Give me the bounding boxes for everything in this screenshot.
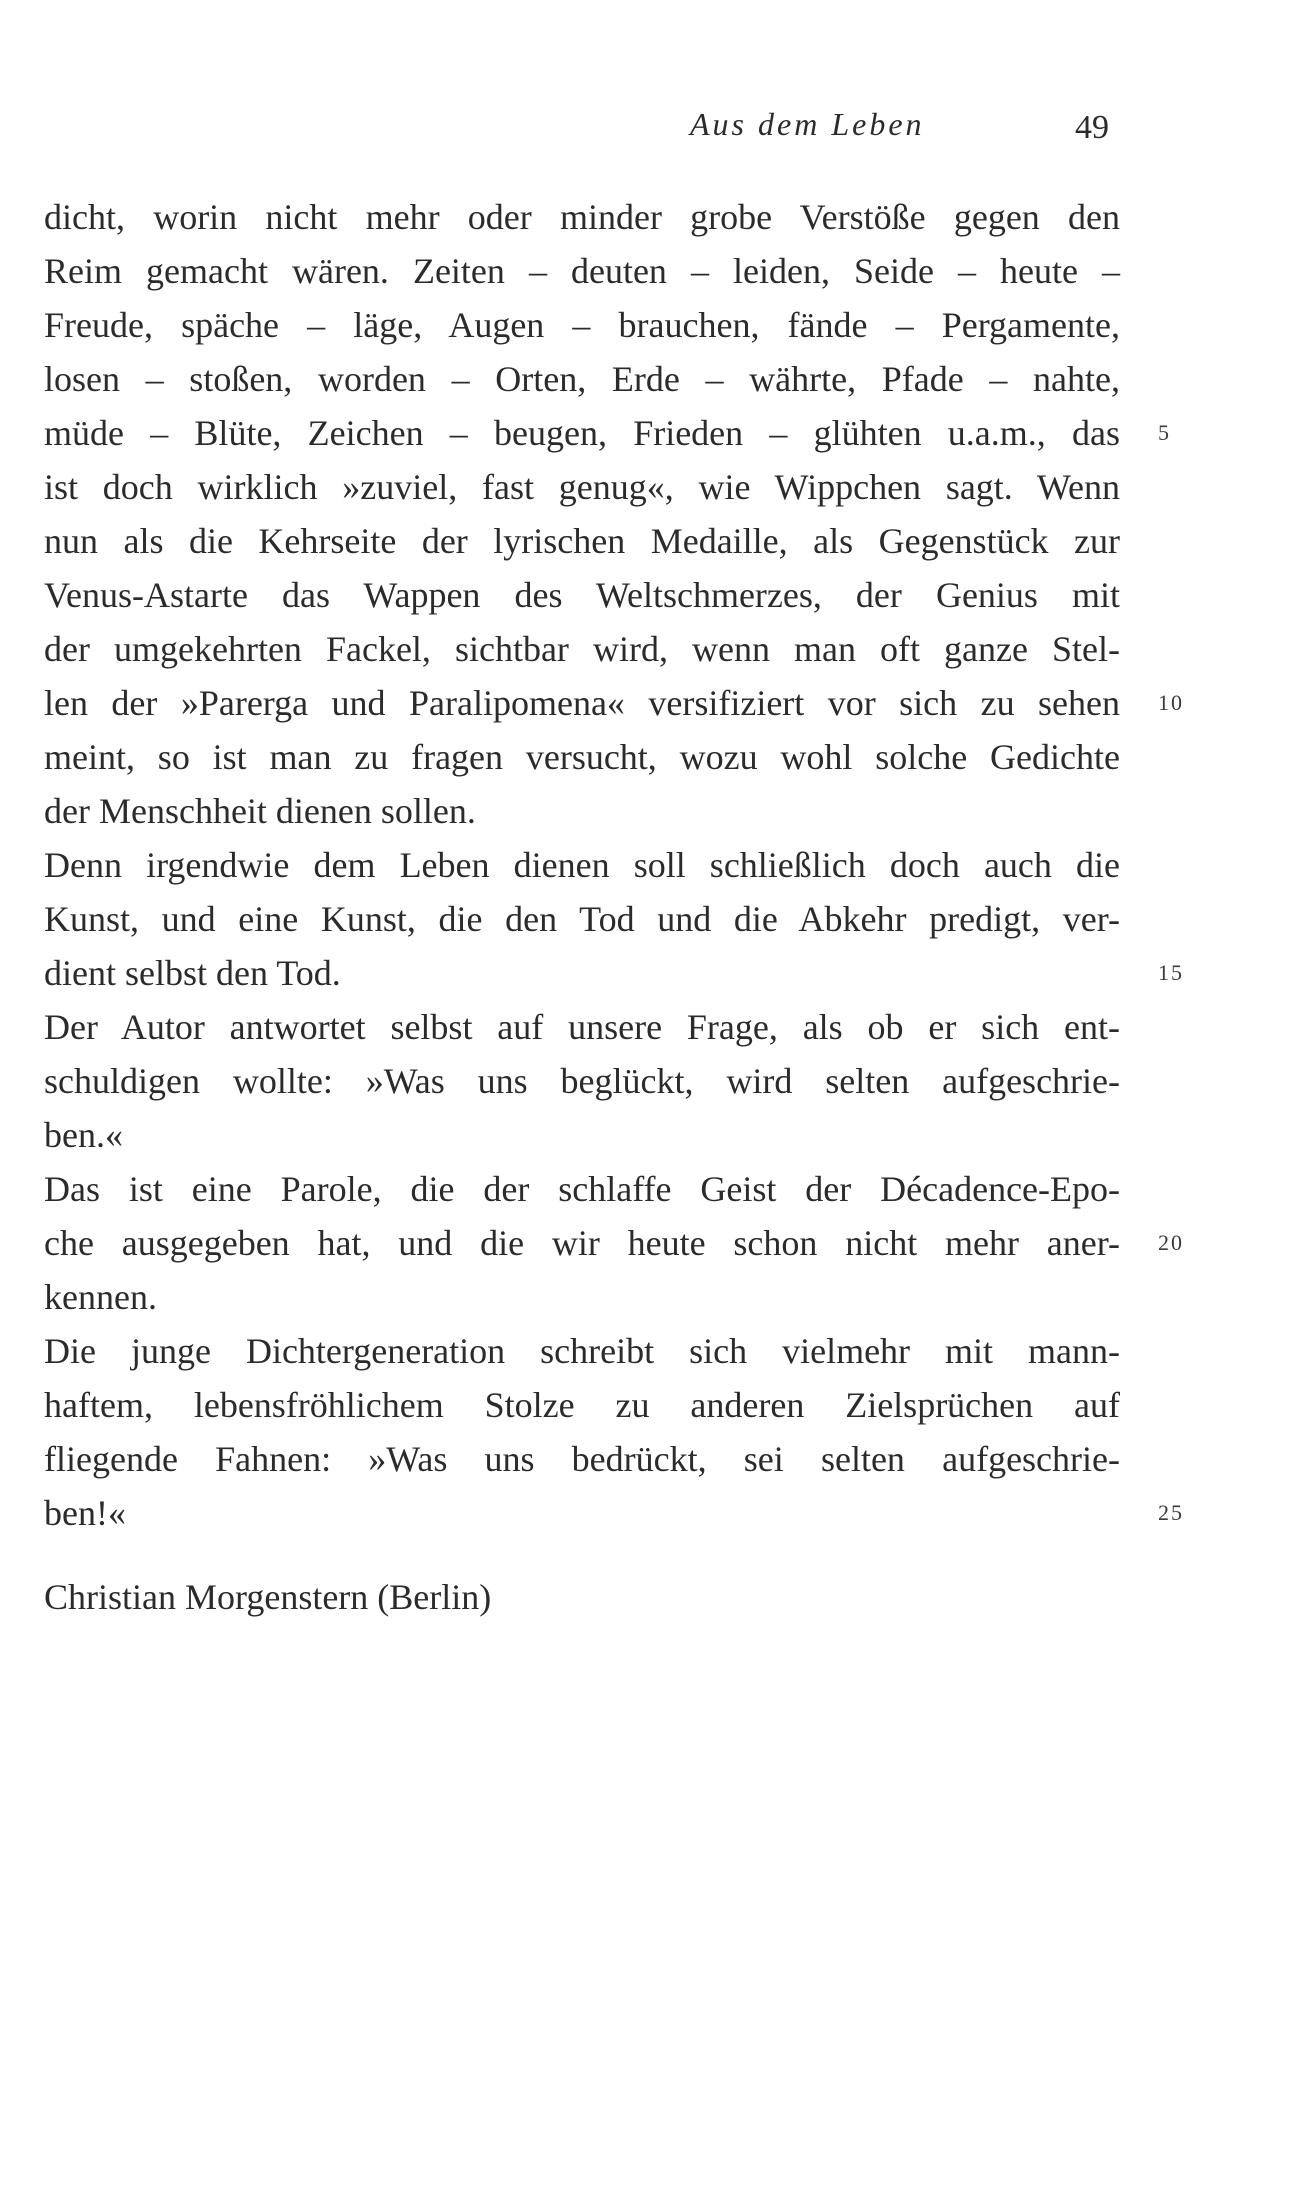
text-line: len der »Parerga und Paralipomena« versifiziert vor sich zu sehen xyxy=(44,683,1120,723)
body-text xyxy=(44,190,1120,1540)
line-number-marker: 5 xyxy=(1158,420,1171,445)
page-number: 49 xyxy=(1075,109,1109,146)
text-line: Das ist eine Parole, die der schlaffe Geist der Décadence-Epo- xyxy=(44,1169,1120,1209)
text-line: Denn irgendwie dem Leben dienen soll schließlich doch auch die xyxy=(44,845,1120,885)
text-line: kennen. xyxy=(44,1277,157,1317)
text-line: che ausgegeben hat, und die wir heute schon nicht mehr aner- xyxy=(44,1223,1120,1263)
text-line: ist doch wirklich »zuviel, fast genug«, wie Wippchen sagt. Wenn xyxy=(44,467,1120,507)
text-line: Venus-Astarte das Wappen des Weltschmerzes, der Genius mit xyxy=(44,575,1120,615)
text-line: losen – stoßen, worden – Orten, Erde – währte, Pfade – nahte, xyxy=(44,359,1120,399)
line-number-marker: 10 xyxy=(1158,690,1184,715)
line-number-marker: 20 xyxy=(1158,1230,1184,1255)
text-line: Freude, späche – läge, Augen – brauchen, fände – Pergamente, xyxy=(44,305,1120,345)
text-line: der Menschheit dienen sollen. xyxy=(44,791,476,831)
text-line: müde – Blüte, Zeichen – beugen, Frieden – glühten u.a.m., das xyxy=(44,413,1120,453)
text-line: dient selbst den Tod. xyxy=(44,953,341,993)
author-signature: Christian Morgenstern (Berlin) xyxy=(44,1577,492,1617)
text-line: der umgekehrten Fackel, sichtbar wird, wenn man oft ganze Stel- xyxy=(44,629,1120,669)
text-line: fliegende Fahnen: »Was uns bedrückt, sei selten aufgeschrie- xyxy=(44,1439,1120,1479)
text-line: dicht, worin nicht mehr oder minder grobe Verstöße gegen den xyxy=(44,197,1120,237)
text-line: Reim gemacht wären. Zeiten – deuten – leiden, Seide – heute – xyxy=(44,251,1120,291)
text-line: Kunst, und eine Kunst, die den Tod und die Abkehr predigt, ver- xyxy=(44,899,1120,939)
text-line: ben!« xyxy=(44,1493,126,1533)
text-line: Der Autor antwortet selbst auf unsere Frage, als ob er sich ent- xyxy=(44,1007,1120,1047)
text-line: schuldigen wollte: »Was uns beglückt, wird selten aufgeschrie- xyxy=(44,1061,1120,1101)
line-number-marker: 25 xyxy=(1158,1500,1184,1525)
text-line: meint, so ist man zu fragen versucht, wozu wohl solche Gedichte xyxy=(44,737,1120,777)
line-number-marker: 15 xyxy=(1158,960,1184,985)
text-line: nun als die Kehrseite der lyrischen Medaille, als Gegenstück zur xyxy=(44,521,1120,561)
text-line: Die junge Dichtergeneration schreibt sich vielmehr mit mann- xyxy=(44,1331,1120,1371)
text-line: haftem, lebensfröhlichem Stolze zu anderen Zielsprüchen auf xyxy=(44,1385,1120,1425)
running-title: Aus dem Leben xyxy=(690,106,925,142)
text-line: ben.« xyxy=(44,1115,123,1155)
